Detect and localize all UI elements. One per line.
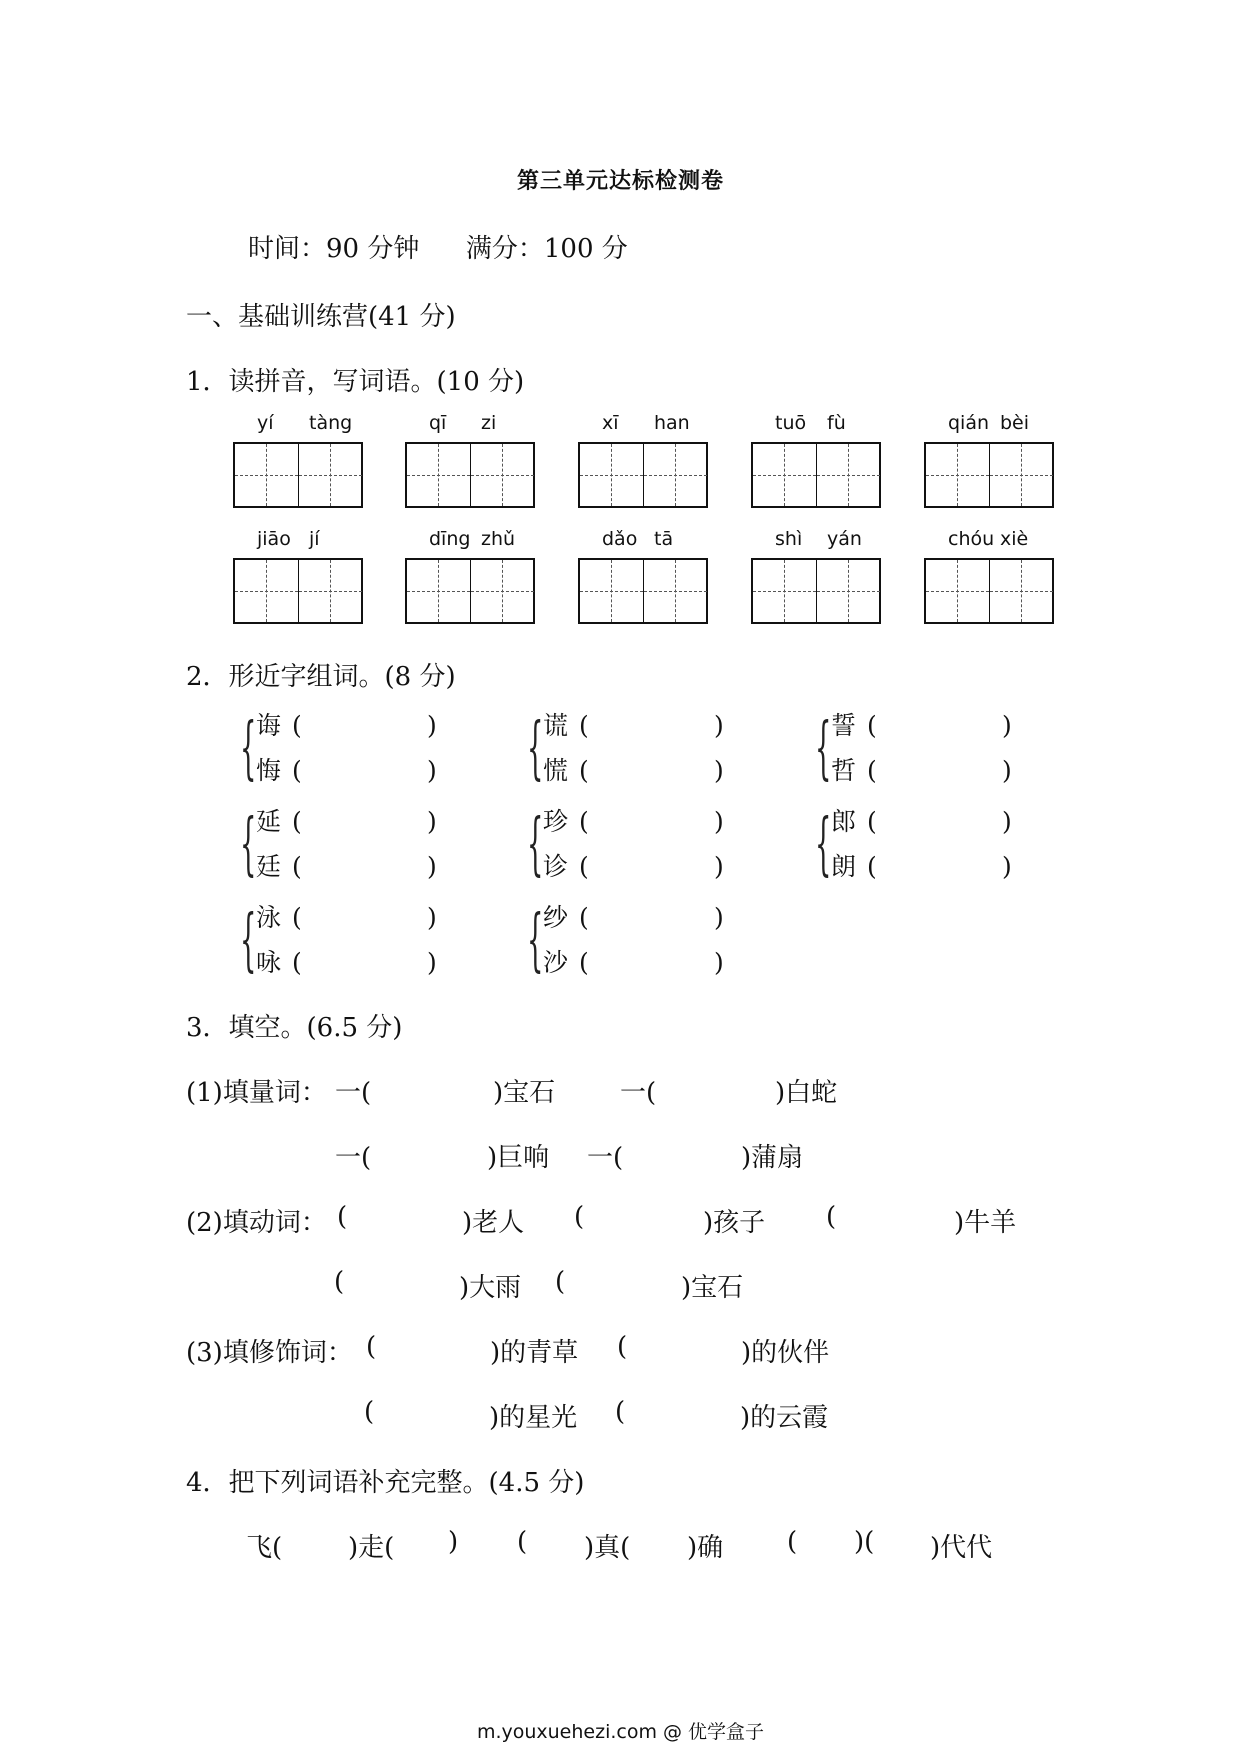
q3-s3-blank[interactable]: (: [617, 1332, 628, 1362]
answer-blank[interactable]: (: [292, 903, 302, 932]
question-1-label: 1．读拼音，写词语。(10 分): [186, 367, 525, 397]
answer-blank[interactable]: (: [579, 903, 589, 932]
answer-blank[interactable]: (: [579, 948, 589, 977]
question-3-label: 3．填空。(6.5 分): [186, 1013, 403, 1043]
char-row: [543, 802, 724, 838]
q3-s2-word: )牛羊: [954, 1208, 1017, 1238]
char: 咏: [256, 948, 282, 977]
q4-part[interactable]: )真(: [584, 1533, 631, 1563]
answer-blank-end: ): [1002, 756, 1012, 785]
char-row: [831, 751, 1012, 787]
char: 朗: [831, 852, 857, 881]
char-pair: [527, 802, 787, 892]
pinyin-syllable: qián: [948, 412, 990, 434]
q3-s2-label: (2)填动词：: [186, 1208, 327, 1238]
q3-s1-blank[interactable]: 一(: [587, 1143, 624, 1173]
answer-blank[interactable]: (: [579, 756, 589, 785]
char: 纱: [543, 903, 569, 932]
char: 郎: [831, 807, 857, 836]
guide-line: [926, 591, 989, 592]
char: 延: [256, 807, 282, 836]
q3-s1-label: (1)填量词：: [186, 1078, 327, 1108]
char-pair: [815, 706, 1075, 796]
pinyin-syllable: xiè: [1000, 528, 1029, 550]
pinyin-syllable: yí: [257, 412, 274, 434]
guide-line: [235, 591, 298, 592]
writing-cell[interactable]: [816, 560, 880, 622]
q3-s1-blank[interactable]: 一(: [335, 1143, 372, 1173]
answer-blank-end: ): [1002, 807, 1012, 836]
char-row: [831, 847, 1012, 883]
char-pair: [240, 706, 500, 796]
pinyin-syllable: han: [654, 412, 690, 434]
full-score: 满分：100 分: [465, 234, 628, 264]
guide-line: [299, 591, 362, 592]
q3-s2-blank[interactable]: (: [334, 1267, 345, 1297]
answer-blank[interactable]: (: [867, 852, 877, 881]
question-4-label: 4．把下列词语补充完整。(4.5 分): [186, 1468, 585, 1498]
char: 誓: [831, 711, 857, 740]
q3-s1-blank[interactable]: 一(: [335, 1078, 372, 1108]
pinyin-item: [578, 528, 708, 624]
pinyin-syllable: xī: [602, 412, 619, 434]
pinyin-item: [924, 412, 1054, 508]
q4-part[interactable]: )(: [854, 1527, 875, 1557]
answer-blank[interactable]: (: [867, 756, 877, 785]
writing-cell[interactable]: [407, 444, 470, 506]
writing-cell[interactable]: [235, 444, 298, 506]
pinyin-item: [751, 528, 881, 624]
brace-icon: {: [240, 709, 257, 788]
answer-blank-end: ): [427, 903, 437, 932]
writing-box[interactable]: [233, 558, 363, 624]
writing-box[interactable]: [924, 442, 1054, 508]
pinyin-item: [578, 412, 708, 508]
writing-cell[interactable]: [235, 560, 298, 622]
q3-s1-word: )宝石: [493, 1078, 556, 1108]
writing-cell[interactable]: [298, 444, 362, 506]
char: 哲: [831, 756, 857, 785]
brace-icon: {: [527, 901, 544, 980]
q4-part[interactable]: (: [787, 1527, 798, 1557]
q3-s2-blank[interactable]: (: [555, 1267, 566, 1297]
answer-blank[interactable]: (: [292, 807, 302, 836]
exam-meta: [248, 228, 628, 265]
writing-cell[interactable]: [753, 444, 816, 506]
pinyin-item: [751, 412, 881, 508]
char: 廷: [256, 852, 282, 881]
writing-cell[interactable]: [580, 444, 643, 506]
char-pair: [527, 898, 787, 988]
brace-icon: {: [527, 805, 544, 884]
pinyin-syllable: zhǔ: [481, 528, 516, 550]
answer-blank-end: ): [1002, 852, 1012, 881]
brace-icon: {: [527, 709, 544, 788]
char-row: [256, 847, 437, 883]
q3-s1-word: )巨响: [487, 1143, 550, 1173]
writing-box[interactable]: [578, 442, 708, 508]
char-row: [256, 706, 437, 742]
guide-line: [471, 475, 534, 476]
guide-line: [817, 591, 880, 592]
writing-box[interactable]: [233, 442, 363, 508]
writing-cell[interactable]: [298, 560, 362, 622]
q3-s3-blank[interactable]: (: [366, 1332, 377, 1362]
char-row: [256, 751, 437, 787]
question-2-label: 2．形近字组词。(8 分): [186, 662, 456, 692]
pinyin-syllable: jí: [309, 528, 320, 550]
answer-blank-end: ): [714, 807, 724, 836]
page-title: 第三单元达标检测卷: [516, 168, 724, 194]
q3-s3-word: )的星光: [489, 1403, 578, 1433]
writing-cell[interactable]: [989, 444, 1053, 506]
guide-line: [644, 475, 707, 476]
char-row: [543, 943, 724, 979]
guide-line: [926, 475, 989, 476]
q4-part[interactable]: )走(: [348, 1533, 395, 1563]
brace-icon: {: [815, 805, 832, 884]
q4-part: )确: [687, 1533, 724, 1563]
q3-s1-word: )蒲扇: [741, 1143, 804, 1173]
char-pair: [527, 706, 787, 796]
answer-blank[interactable]: (: [292, 948, 302, 977]
pinyin-syllable: tuō: [775, 412, 807, 434]
answer-blank[interactable]: (: [292, 756, 302, 785]
guide-line: [990, 475, 1053, 476]
pinyin-syllable: dǎo: [602, 528, 638, 550]
writing-cell[interactable]: [816, 444, 880, 506]
guide-line: [235, 475, 298, 476]
answer-blank[interactable]: (: [292, 852, 302, 881]
answer-blank[interactable]: (: [867, 711, 877, 740]
answer-blank-end: ): [714, 852, 724, 881]
writing-cell[interactable]: [643, 560, 707, 622]
pinyin-item: [233, 412, 363, 508]
writing-cell[interactable]: [470, 560, 534, 622]
q3-s2-word: )大雨: [459, 1273, 522, 1303]
pinyin-item: [405, 412, 535, 508]
guide-line: [753, 475, 816, 476]
writing-cell[interactable]: [926, 560, 989, 622]
time-limit: 时间：90 分钟: [248, 234, 420, 264]
pinyin-item: [924, 528, 1054, 624]
char: 谎: [543, 711, 569, 740]
q3-s2-blank[interactable]: (: [337, 1202, 348, 1232]
answer-blank-end: ): [427, 711, 437, 740]
pinyin-item: [405, 528, 535, 624]
guide-line: [990, 591, 1053, 592]
pinyin-syllable: bèi: [1000, 412, 1030, 434]
answer-blank-end: ): [427, 948, 437, 977]
char: 慌: [543, 756, 569, 785]
char-row: [256, 943, 437, 979]
pinyin-syllable: dīng: [429, 528, 471, 550]
pinyin-syllable: yán: [827, 528, 862, 550]
writing-cell[interactable]: [989, 560, 1053, 622]
q3-s3-word: )的青草: [490, 1338, 579, 1368]
char-row: [543, 706, 724, 742]
writing-box[interactable]: [578, 558, 708, 624]
pinyin-syllable: chóu: [948, 528, 995, 550]
q3-s3-word: )的云霞: [740, 1403, 829, 1433]
q3-s3-word: )的伙伴: [741, 1338, 830, 1368]
char-pair: [815, 802, 1075, 892]
answer-blank[interactable]: (: [579, 852, 589, 881]
q3-s3-blank[interactable]: (: [615, 1397, 626, 1427]
q3-s1-word: )白蛇: [775, 1078, 838, 1108]
section-1-heading: 一、基础训练营(41 分): [186, 302, 456, 332]
q3-s3-label: (3)填修饰词：: [186, 1338, 353, 1368]
char: 沙: [543, 948, 569, 977]
answer-blank-end: ): [1002, 711, 1012, 740]
guide-line: [407, 475, 470, 476]
char: 诊: [543, 852, 569, 881]
footer-watermark: m.youxuehezi.com @ 优学盒子: [476, 1721, 765, 1743]
brace-icon: {: [815, 709, 832, 788]
answer-blank[interactable]: (: [579, 711, 589, 740]
pinyin-syllable: fù: [827, 412, 846, 434]
writing-cell[interactable]: [580, 560, 643, 622]
answer-blank-end: ): [714, 948, 724, 977]
pinyin-syllable: zi: [481, 412, 497, 434]
guide-line: [580, 475, 643, 476]
guide-line: [471, 591, 534, 592]
char-row: [256, 898, 437, 934]
writing-cell[interactable]: [407, 560, 470, 622]
pinyin-syllable: tàng: [309, 412, 353, 434]
char-row: [256, 802, 437, 838]
writing-box[interactable]: [405, 442, 535, 508]
brace-icon: {: [240, 901, 257, 980]
guide-line: [407, 591, 470, 592]
q3-s3-blank[interactable]: (: [364, 1397, 375, 1427]
answer-blank-end: ): [714, 903, 724, 932]
guide-line: [753, 591, 816, 592]
answer-blank[interactable]: (: [867, 807, 877, 836]
brace-icon: {: [240, 805, 257, 884]
writing-cell[interactable]: [926, 444, 989, 506]
guide-line: [580, 591, 643, 592]
char: 诲: [256, 711, 282, 740]
pinyin-syllable: shì: [775, 528, 803, 550]
answer-blank-end: ): [714, 711, 724, 740]
guide-line: [644, 591, 707, 592]
char-row: [543, 751, 724, 787]
writing-cell[interactable]: [753, 560, 816, 622]
q3-s2-blank[interactable]: (: [574, 1202, 585, 1232]
answer-blank-end: ): [427, 756, 437, 785]
writing-box[interactable]: [751, 558, 881, 624]
pinyin-item: [233, 528, 363, 624]
pinyin-syllable: jiāo: [257, 528, 291, 550]
char: 泳: [256, 903, 282, 932]
q3-s1-blank[interactable]: 一(: [620, 1078, 657, 1108]
writing-box[interactable]: [751, 442, 881, 508]
char-row: [543, 847, 724, 883]
answer-blank-end: ): [427, 807, 437, 836]
q4-part: )代代: [930, 1533, 993, 1563]
char-row: [543, 898, 724, 934]
answer-blank[interactable]: (: [292, 711, 302, 740]
pinyin-syllable: qī: [429, 412, 447, 434]
q3-s2-word: )孩子: [703, 1208, 766, 1238]
q4-part[interactable]: 飞(: [246, 1533, 283, 1563]
writing-cell[interactable]: [470, 444, 534, 506]
writing-box[interactable]: [924, 558, 1054, 624]
guide-line: [817, 475, 880, 476]
answer-blank[interactable]: (: [579, 807, 589, 836]
answer-blank-end: ): [714, 756, 724, 785]
char-row: [831, 802, 1012, 838]
char-pair: [240, 802, 500, 892]
q3-s2-blank[interactable]: (: [826, 1202, 837, 1232]
answer-blank-end: ): [427, 852, 437, 881]
guide-line: [299, 475, 362, 476]
char-pair: [240, 898, 500, 988]
q3-s2-word: )老人: [462, 1208, 525, 1238]
pinyin-syllable: tā: [654, 528, 674, 550]
q4-part[interactable]: (: [517, 1527, 528, 1557]
writing-box[interactable]: [405, 558, 535, 624]
char: 悔: [256, 756, 282, 785]
char: 珍: [543, 807, 569, 836]
q4-part: ): [448, 1527, 459, 1557]
char-row: [831, 706, 1012, 742]
q3-s2-word: )宝石: [681, 1273, 744, 1303]
writing-cell[interactable]: [643, 444, 707, 506]
